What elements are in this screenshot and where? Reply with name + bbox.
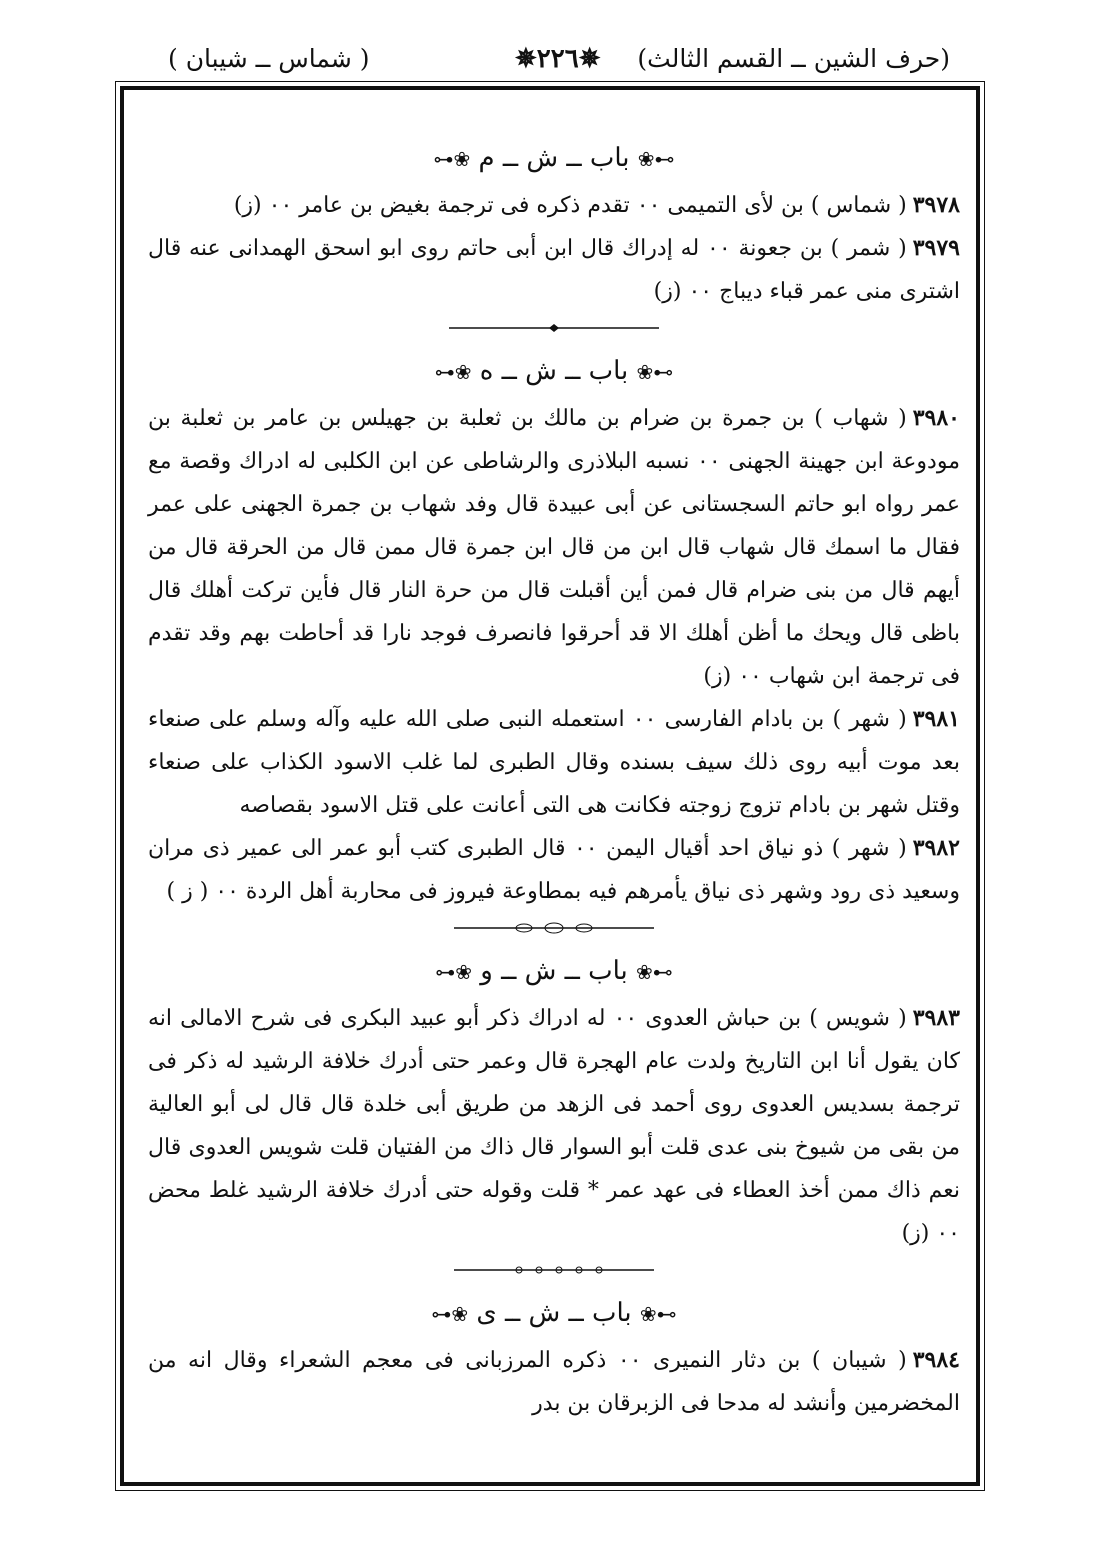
entry <box>148 397 960 698</box>
entry <box>148 698 960 827</box>
divider-ornament <box>148 1255 960 1285</box>
entry-number: ٣٩٨٤ <box>912 1347 960 1373</box>
section-heading: ⊶❀ باب ــ ش ــ ى ❀⊷ <box>431 1298 677 1328</box>
page-number-value: ٢٢٦ <box>536 44 579 74</box>
entry-text: ( شماس ) بن لأى التميمى ٠٠ تقدم ذكره فى ترجمة بغيض بن عامر ٠٠ (ز) <box>233 193 907 218</box>
page-body <box>148 130 960 1425</box>
entry-number: ٣٩٧٩ <box>912 235 960 261</box>
entry <box>148 827 960 913</box>
entry-number: ٣٩٨٢ <box>912 835 960 861</box>
entry-text: ( شهاب ) بن جمرة بن ضرام بن مالك بن ثعلبة بن جهيلس بن عامر بن ثعلبة بن مودوعة ابن جهينة الجهنى ٠٠ نسبه البلاذرى والرشاطى عن ابن الكلبى له ادراك وقصة مع عمر رواه ابو حاتم السجستانى عن أبى عبيدة قال وفد شهاب بن جمرة الجهنى على عمر فقال ما اسمك قال شهاب قال ابن من قال ابن جمرة قال ممن قال من الحرقة قال من أيهم قال من بنى ضرام قال فمن أين أقبلت قال من حرة النار قال فأين تركت أهلك قال باظى قال ويحك ما أظن أهلك الا قد أحرقوا فانصرف فوجد نارا قد أحاطت بهم وقد تقدم فى ترجمة ابن شهاب ٠٠ (ز) <box>148 406 960 689</box>
section-heading-text: باب ــ ش ــ م <box>478 143 630 173</box>
entry-number: ٣٩٧٨ <box>912 192 960 218</box>
divider-ornament <box>148 913 960 943</box>
entry-number: ٣٩٨٣ <box>912 1005 960 1031</box>
section-heading: ⊶❀ باب ــ ش ــ و ❀⊷ <box>435 956 673 986</box>
running-head-chapter: (حرف الشين ــ القسم الثالث) <box>637 44 950 73</box>
entry-text: ( شهر ) بن بادام الفارسى ٠٠ استعمله النبى صلى الله عليه وآله وسلم على صنعاء بعد موت أبيه روى ذلك سيف بسنده وقال الطبرى لما غلب الاسود الكذاب على صنعاء وقتل شهر بن بادام تزوج زوجته فكانت هى التى أعانت على قتل الاسود بقصاصه <box>148 707 960 818</box>
section-heading-text: باب ــ ش ــ و <box>480 956 628 986</box>
section-heading-text: باب ــ ش ــ ه <box>479 356 629 386</box>
page-number: ✵٢٢٦✵ <box>515 44 601 74</box>
entry <box>148 184 960 227</box>
entry-text: ( شمر ) بن جعونة ٠٠ له إدراك قال ابن أبى حاتم روى ابو اسحق الهمدانى عنه قال اشترى منى عمر قباء ديباج ٠٠ (ز) <box>148 236 960 304</box>
entry-number: ٣٩٨١ <box>912 706 960 732</box>
entry-number: ٣٩٨٠ <box>912 405 960 431</box>
entry-text: ( شويس ) بن حباش العدوى ٠٠ له ادراك ذكر أبو عبيد البكرى فى شرح الامالى انه كان يقول أنا ابن التاريخ ولدت عام الهجرة قال وعمر حتى أدرك خلافة الرشيد له ذكر فى ترجمة بسديس العدوى روى أحمد فى الزهد من طريق أبى خلدة قال قال لى أبو العالية من بقى من شيوخ بنى عدى قلت أبو السوار قال ذاك من الفتيان قلت شويس العدوى قال نعم ذاك ممن أخذ العطاء فى عهد عمر * قلت وقوله حتى أدرك خلافة الرشيد غلط محض ٠٠ (ز) <box>148 1006 960 1246</box>
section-heading: ⊶❀ باب ــ ش ــ م ❀⊷ <box>433 143 675 173</box>
section-heading: ⊶❀ باب ــ ش ــ ه ❀⊷ <box>434 356 674 386</box>
entry <box>148 997 960 1255</box>
entry-text: ( شيبان ) بن دثار النميرى ٠٠ ذكره المرزبانى فى معجم الشعراء وقال انه من المخضرمين وأنشد له مدحا فى الزبرقان بن بدر <box>148 1348 960 1416</box>
entry-text: ( شهر ) ذو نياق احد أقيال اليمن ٠٠ قال الطبرى كتب أبو عمر الى عمير ذى مران وسعيد ذى رود وشهر ذى نياق يأمرهم فيه بمطاوعة فيروز فى محاربة أهل الردة ٠٠ ( ز ) <box>148 836 960 904</box>
divider-rule <box>148 313 960 343</box>
running-head-range: ( شماس ــ شيبان ) <box>168 44 370 73</box>
section-heading-text: باب ــ ش ــ ى <box>476 1298 632 1328</box>
entry <box>148 1339 960 1425</box>
entry <box>148 227 960 313</box>
